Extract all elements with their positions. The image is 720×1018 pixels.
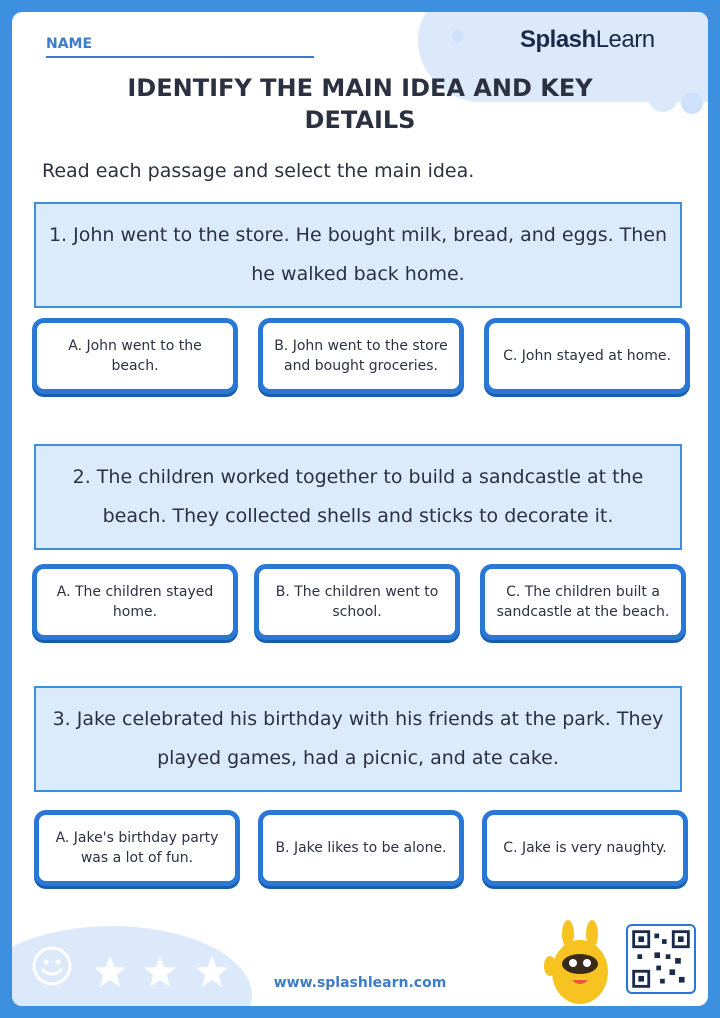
decor-dot: [681, 92, 703, 114]
option-3c[interactable]: C. Jake is very naughty.: [482, 810, 688, 886]
decor-dot: [452, 30, 464, 42]
option-2a[interactable]: A. The children stayed home.: [32, 564, 238, 640]
qr-code-icon: [626, 924, 696, 994]
option-3a[interactable]: A. Jake's birthday party was a lot of fun.: [34, 810, 240, 886]
option-2b[interactable]: B. The children went to school.: [254, 564, 460, 640]
instructions: Read each passage and select the main idea.: [42, 160, 475, 182]
option-1b[interactable]: B. John went to the store and bought groceries.: [258, 318, 464, 394]
footer-url[interactable]: www.splashlearn.com: [273, 975, 447, 991]
page-title: IDENTIFY THE MAIN IDEA AND KEY DETAILS: [127, 74, 593, 134]
option-1a[interactable]: A. John went to the beach.: [32, 318, 238, 394]
decor-dot: [648, 82, 678, 112]
passage-1: 1. John went to the store. He bought milk, bread, and eggs. Then he walked back home.: [34, 202, 682, 308]
name-line[interactable]: [46, 56, 314, 58]
option-2c[interactable]: C. The children built a sandcastle at the beach.: [480, 564, 686, 640]
name-label: NAME: [46, 36, 93, 52]
passage-3: 3. Jake celebrated his birthday with his friends at the park. They played games, had a picnic, and ate cake.: [34, 686, 682, 792]
passage-2: 2. The children worked together to build a sandcastle at the beach. They collected shells and sticks to decorate it.: [34, 444, 682, 550]
splashlearn-logo: SplashLearn: [520, 26, 655, 53]
option-1c[interactable]: C. John stayed at home.: [484, 318, 690, 394]
mascot-icon: [540, 920, 620, 1006]
worksheet: [12, 12, 708, 1006]
option-3b[interactable]: B. Jake likes to be alone.: [258, 810, 464, 886]
